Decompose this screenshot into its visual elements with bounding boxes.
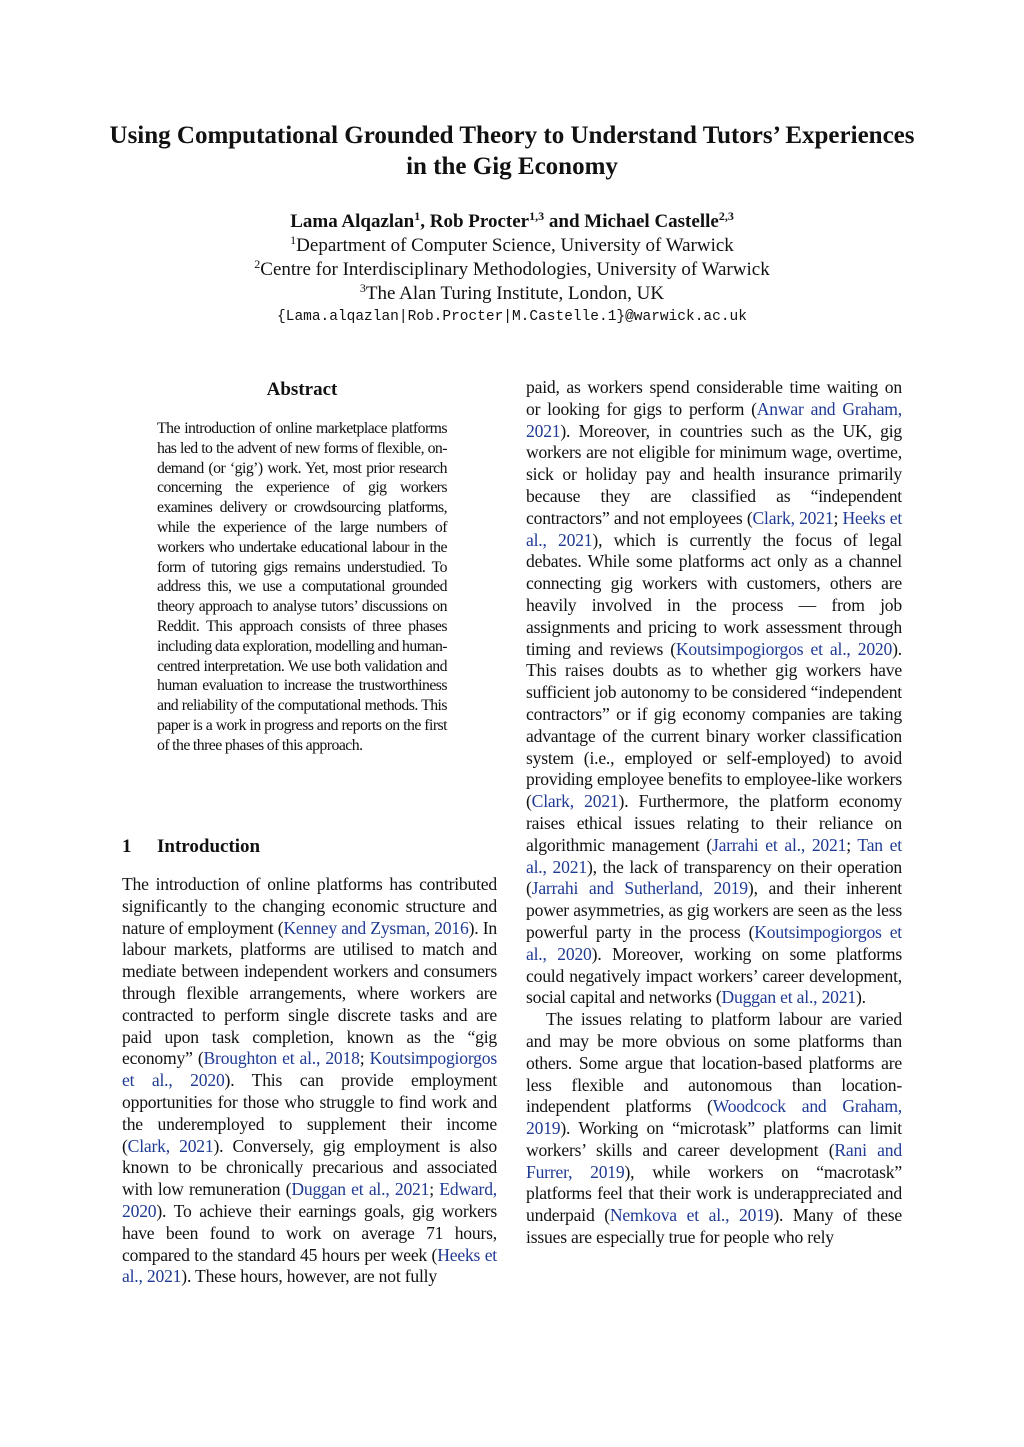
author-sup-3: 2,3 [718,209,734,223]
section-number: 1 [122,836,132,857]
section-title: Introduction [157,836,261,857]
citation-link[interactable]: Clark, 2021 [531,791,619,812]
citation-link[interactable]: Jarrahi and Sutherland, 2019 [531,878,748,899]
paper-title [60,120,964,182]
body-text: ; [846,834,858,855]
affiliation-text: Centre for Interdisciplinary Methodologies, University of Warwick [260,259,770,280]
author-name-2: Rob Procter [429,211,530,232]
body-text: ). Moreover, in countries such as the UK, gig workers are not eligible for minimum wage, overtime, sick or holiday pay and health insurance primarily because they are classified as “independent contractors” and not employees ( [526,420,902,528]
citation-link[interactable]: Edward, 2020 [122,1179,497,1221]
citation-link[interactable]: Clark, 2021 [752,507,834,528]
author-name-1: Lama Alqazlan [290,211,415,232]
section-heading [122,836,260,858]
left-column-text [122,874,497,1288]
body-text: ), and their inherent power asymmetries, as gig workers are seen as the less powerful party in the process ( [526,878,902,942]
citation-link[interactable]: Koutsimpogiorgos et al., 2020 [526,921,902,964]
citation-link[interactable]: Tan et al., 2021 [526,834,902,877]
abstract-heading: Abstract [266,379,338,400]
affiliation-3 [60,282,964,306]
citation-link[interactable]: Koutsimpogiorgos et al., 2020 [675,638,893,659]
citation-link[interactable]: Jarrahi et al., 2021 [712,834,847,855]
body-text: ). This raises doubts as to whether gig workers have sufficient job autonomy to be considered “independent contractors” or if gig economy companies are taking advantage of the current binary worker classification system (i.e., employed or self-employed) to avoid providing employee benefits to employee-like workers ( [526,638,902,812]
citation-link[interactable]: Kenney and Zysman, 2016 [283,917,469,938]
affiliation-sup: 1 [290,233,297,247]
citation-link[interactable]: Koutsimpogiorgos et al., 2020 [122,1048,498,1091]
citation-link[interactable]: Woodcock and Graham, 2019 [526,1096,902,1139]
body-text: ; [359,1048,370,1069]
author-email: {Lama.alqazlan|Rob.Procter|M.Castelle.1}@warwick.ac.uk [277,309,747,325]
right-paragraph-2 [526,1009,902,1249]
body-text: ). Furthermore, the platform economy raises ethical issues relating to their reliance on algorithmic management ( [526,791,903,855]
right-paragraph-1 [526,377,902,1007]
author-sup-2: 1,3 [529,209,545,223]
body-text: ). Many of these issues are especially true for people who rely [526,1205,902,1248]
author-separator-2: and [544,211,585,232]
affiliation-sup: 2 [254,257,261,271]
author-separator-1: , [420,211,430,232]
affiliation-text: Department of Computer Science, University of Warwick [296,235,734,256]
body-text: ). Moreover, working on some platforms could negatively impact workers’ career development, social capital and networks ( [526,943,903,1008]
body-text: ), while workers on “macrotask” platforms feel that their work is underappreciated and underpaid ( [526,1161,902,1226]
body-text: ). This can provide employment opportunities for those who struggle to find work and the underemployed to supplement their income ( [122,1070,497,1156]
body-text: The issues relating to platform labour are varied and may be more obvious on some platforms than others. Some argue that location-based platforms are less flexible and autonomous than location-independent platforms ( [526,1009,902,1117]
citation-link[interactable]: Duggan et al., 2021 [291,1179,430,1200]
title-line-1: Using Computational Grounded Theory to Understand Tutors’ Experiences [109,122,915,149]
citation-link[interactable]: Duggan et al., 2021 [721,987,856,1008]
body-text: ). In labour markets, platforms are utilised to match and mediate between independent workers and consumers through flexible arrangements, where workers are contracted to perform single discrete tasks and are paid upon task completion, known as the “gig economy” ( [122,917,497,1069]
citation-link[interactable]: Rani and Furrer, 2019 [526,1139,902,1182]
citation-link[interactable]: Heeks et al., 2021 [122,1244,497,1287]
citation-link[interactable]: Nemkova et al., 2019 [609,1205,774,1226]
body-text: The introduction of online platforms has contributed significantly to the changing economic structure and nature of employment ( [122,874,497,938]
abstract-text: The introduction of online marketplace platforms has led to the advent of new forms of flexible, on-demand (or ‘gig’) work. Yet, most prior research concerning the experience of gig workers examines delivery or crowdsourcing platforms, while the experience of the large numbers of workers who undertake educational labour in the form of tutoring gigs remains understudied. To address this, we use a computational grounded theory approach to analyse tutors’ discussions on Reddit. This approach consists of three phases including data exploration, modelling and human-centred interpretation. We use both validation and human evaluation to increase the trustworthiness and reliability of the computational methods. This paper is a work in progress and reports on the first of the three phases of this approach. [157,420,447,754]
author-names [60,210,964,234]
body-text: ), which is currently the focus of legal debates. While some platforms act only as a channel connecting gig workers with customers, others are heavily involved in the process — from job assignments and pricing to work assessment through timing and reviews ( [526,529,902,659]
body-text: ). Working on “microtask” platforms can limit workers’ skills and career development ( [526,1118,902,1160]
body-text: ; [833,507,843,528]
body-text: paid, as workers spend considerable time waiting on or looking for gigs to perform ( [526,377,902,419]
affiliation-sup: 3 [359,281,366,295]
citation-link[interactable]: Clark, 2021 [127,1135,214,1156]
citation-link[interactable]: Anwar and Graham, 2021 [526,398,902,441]
author-name-3: Michael Castelle [584,211,719,232]
citation-link[interactable]: Heeks et al., 2021 [526,507,903,550]
citation-link[interactable]: Broughton et al., 2018 [203,1048,360,1069]
body-text: ), the lack of transparency on their operation ( [526,856,903,899]
body-text: ). To achieve their earnings goals, gig workers have been found to work on average 71 hours, compared to the standard 45 hours per week ( [122,1200,497,1265]
right-column [526,377,902,1249]
title-line-2: in the Gig Economy [406,153,618,180]
body-text: ; [429,1179,440,1200]
affiliation-text: The Alan Turing Institute, London, UK [365,283,665,304]
body-text: ). [855,987,866,1008]
author-sup-1: 1 [414,209,421,223]
affiliation-1 [60,234,964,258]
author-block [60,210,964,328]
body-text: ). These hours, however, are not fully [181,1266,437,1287]
affiliation-2 [60,258,964,282]
body-text: ). Conversely, gig employment is also known to be chronically precarious and associated with low remuneration ( [122,1135,498,1200]
